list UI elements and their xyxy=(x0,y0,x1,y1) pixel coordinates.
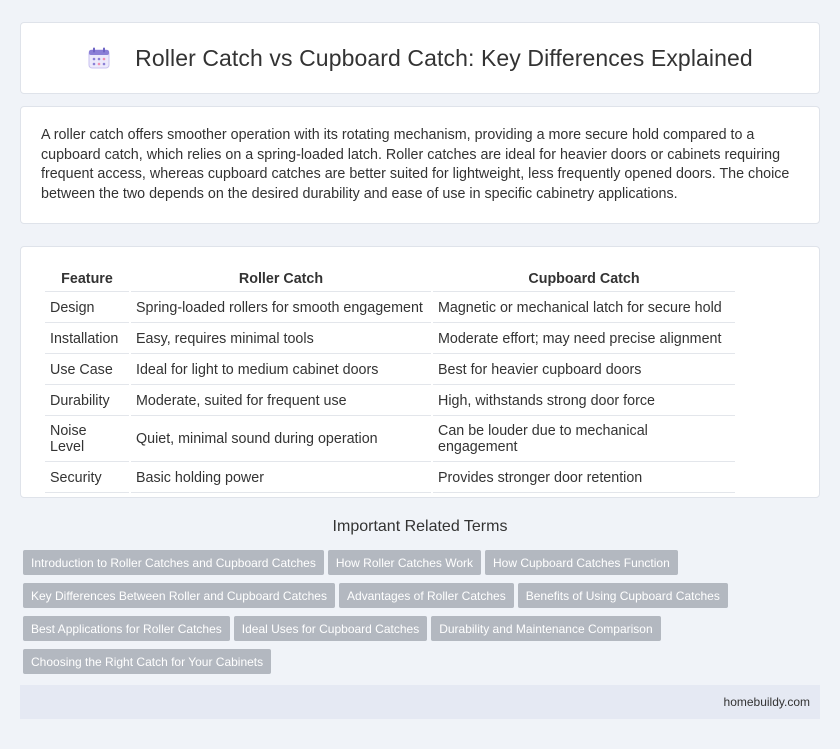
related-term-tag[interactable]: Advantages of Roller Catches xyxy=(339,583,514,608)
related-term-tag[interactable]: Choosing the Right Catch for Your Cabinets xyxy=(23,649,271,674)
cell-feature: Security xyxy=(45,464,129,493)
table-row xyxy=(45,325,735,354)
cell-feature: Design xyxy=(45,294,129,323)
related-term-tag[interactable]: How Roller Catches Work xyxy=(328,550,481,575)
related-term-tag[interactable]: Introduction to Roller Catches and Cupboard Catches xyxy=(23,550,324,575)
cell-cupboard: Can be louder due to mechanical engagement xyxy=(433,418,735,462)
table-row xyxy=(45,294,735,323)
table-row xyxy=(45,356,735,385)
header-feature: Feature xyxy=(45,267,129,292)
related-term-tag[interactable]: How Cupboard Catches Function xyxy=(485,550,678,575)
cell-roller: Quiet, minimal sound during operation xyxy=(131,418,431,462)
cell-cupboard: High, withstands strong door force xyxy=(433,387,735,416)
intro-text: A roller catch offers smoother operation with its rotating mechanism, providing a more secure hold compared to a cupboard catch, which relies on a spring-loaded latch. Roller catches are ideal for heavier doors or cabinets requiring frequent access, whereas cupboard catches are better suited for lightweight, less frequently opened doors. The choice between the two depends on the desired durability and ease of use in specific cabinetry applications. xyxy=(41,127,790,202)
table-header-row xyxy=(45,267,735,292)
cell-feature: Use Case xyxy=(45,356,129,385)
cell-roller: Ideal for light to medium cabinet doors xyxy=(131,356,431,385)
cell-feature: Noise Level xyxy=(45,418,129,462)
cell-cupboard: Provides stronger door retention xyxy=(433,464,735,493)
table-row xyxy=(45,387,735,416)
related-term-tag[interactable]: Durability and Maintenance Comparison xyxy=(431,616,660,641)
comparison-card xyxy=(20,246,820,498)
header-roller-catch: Roller Catch xyxy=(131,267,431,292)
related-term-tag[interactable]: Ideal Uses for Cupboard Catches xyxy=(234,616,427,641)
related-terms-title: Important Related Terms xyxy=(332,518,508,535)
cell-roller: Basic holding power xyxy=(131,464,431,493)
cell-roller: Easy, requires minimal tools xyxy=(131,325,431,354)
comparison-table xyxy=(43,265,737,495)
cell-cupboard: Best for heavier cupboard doors xyxy=(433,356,735,385)
title-card xyxy=(20,22,820,94)
cell-cupboard: Moderate effort; may need precise alignment xyxy=(433,325,735,354)
related-term-tag[interactable]: Best Applications for Roller Catches xyxy=(23,616,230,641)
footer-site-link[interactable]: homebuildy.com xyxy=(723,695,810,709)
calendar-icon xyxy=(87,46,111,70)
footer xyxy=(20,685,820,719)
cell-roller: Spring-loaded rollers for smooth engagement xyxy=(131,294,431,323)
cell-feature: Durability xyxy=(45,387,129,416)
related-terms-list xyxy=(23,550,823,682)
cell-cupboard: Magnetic or mechanical latch for secure hold xyxy=(433,294,735,323)
intro-card xyxy=(20,106,820,224)
related-term-tag[interactable]: Benefits of Using Cupboard Catches xyxy=(518,583,728,608)
cell-roller: Moderate, suited for frequent use xyxy=(131,387,431,416)
table-row xyxy=(45,464,735,493)
page-title: Roller Catch vs Cupboard Catch: Key Differences Explained xyxy=(135,44,753,71)
table-row xyxy=(45,418,735,462)
related-term-tag[interactable]: Key Differences Between Roller and Cupboard Catches xyxy=(23,583,335,608)
cell-feature: Installation xyxy=(45,325,129,354)
header-cupboard-catch: Cupboard Catch xyxy=(433,267,735,292)
